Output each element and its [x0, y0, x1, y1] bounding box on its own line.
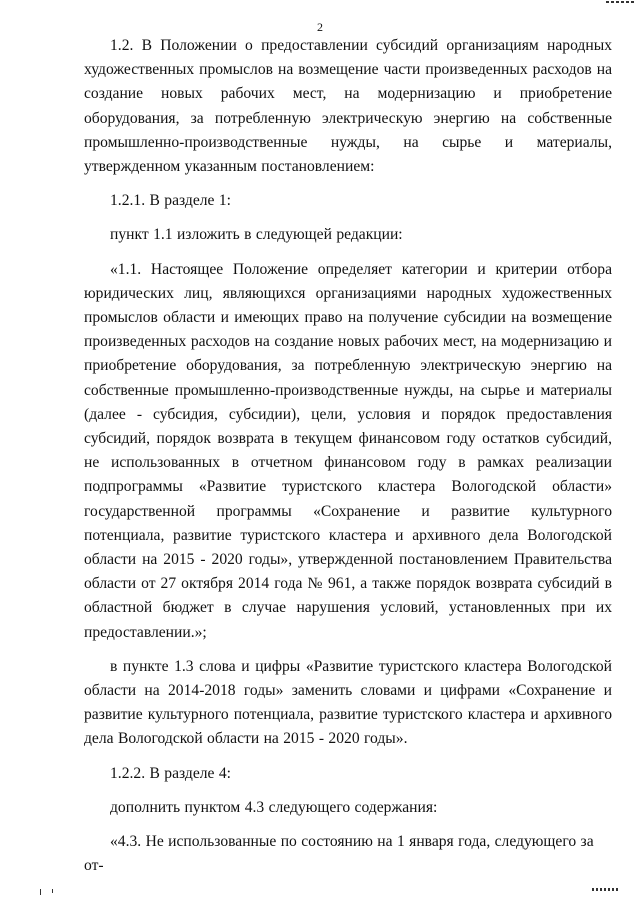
- document-body: [84, 34, 612, 879]
- paragraph-point-1-1-intro: пункт 1.1 изложить в следующей редакции:: [110, 226, 403, 244]
- paragraph-1-2: 1.2. В Положении о предоставлении субсидий организациям народных художественных промыслов на возмещение части произведенных расходов на создание новых рабочих мест, на модернизацию и приобретение оборудования, за потребленную электрическую энергию на собственные промышленно-производственные нужды, на сырье и материалы, утвержденном указанным постановлением:: [84, 37, 612, 176]
- scan-artifact-bottom-left: [40, 889, 41, 895]
- scan-artifact-bottom-left-2: [52, 889, 53, 893]
- paragraph-add-point-4-3: дополнить пунктом 4.3 следующего содержания:: [110, 798, 438, 816]
- page-number: 2: [317, 20, 323, 34]
- paragraph-1-2-2: 1.2.2. В разделе 4:: [110, 764, 231, 782]
- paragraph-1-2-1: 1.2.1. В разделе 1:: [110, 192, 231, 210]
- paragraph-point-1-1-text: «1.1. Настоящее Положение определяет категории и критерии отбора юридических лиц, являющихся организациями народных художественных промыслов области и имеющих право на получение субсидии на возмещение произведенных расходов на создание новых рабочих мест, на модернизацию и приобретение оборудования, за потребленную электрическую энергию на собственные промышленно-производственные нужды, на сырье и материалы (далее - субсидия, субсидии), цели, условия и порядок предоставления субсидий, порядок возврата в текущем финансовом году остатков субсидий, не использованных в отчетном финансовом году в рамках реализации подпрограммы «Развитие туристского кластера Вологодской области» государственной программы «Сохранение и развитие культурного потенциала, развитие туристского кластера и архивного дела Вологодской области на 2015 - 2020 годы», утвержденной постановлением Правительства области от 27 октября 2014 года № 961, а также порядок возврата субсидий в областной бюджет в случае нарушения условий, установленных при их предоставлении.»;: [84, 260, 612, 641]
- paragraph-point-1-3: в пункте 1.3 слова и цифры «Развитие туристского кластера Вологодской области на 2014-2018 годы» заменить словами и цифрами «Сохранение и развитие культурного потенциала, развитие туристского кластера и архивного дела Вологодской области на 2015 - 2020 годы».: [84, 657, 612, 748]
- paragraph-point-4-3-text: «4.3. Не использованные по состоянию на 1 января года, следующего за от-: [84, 833, 594, 875]
- scan-artifact-top: [606, 1, 634, 3]
- scan-artifact-bottom-right: [592, 888, 618, 891]
